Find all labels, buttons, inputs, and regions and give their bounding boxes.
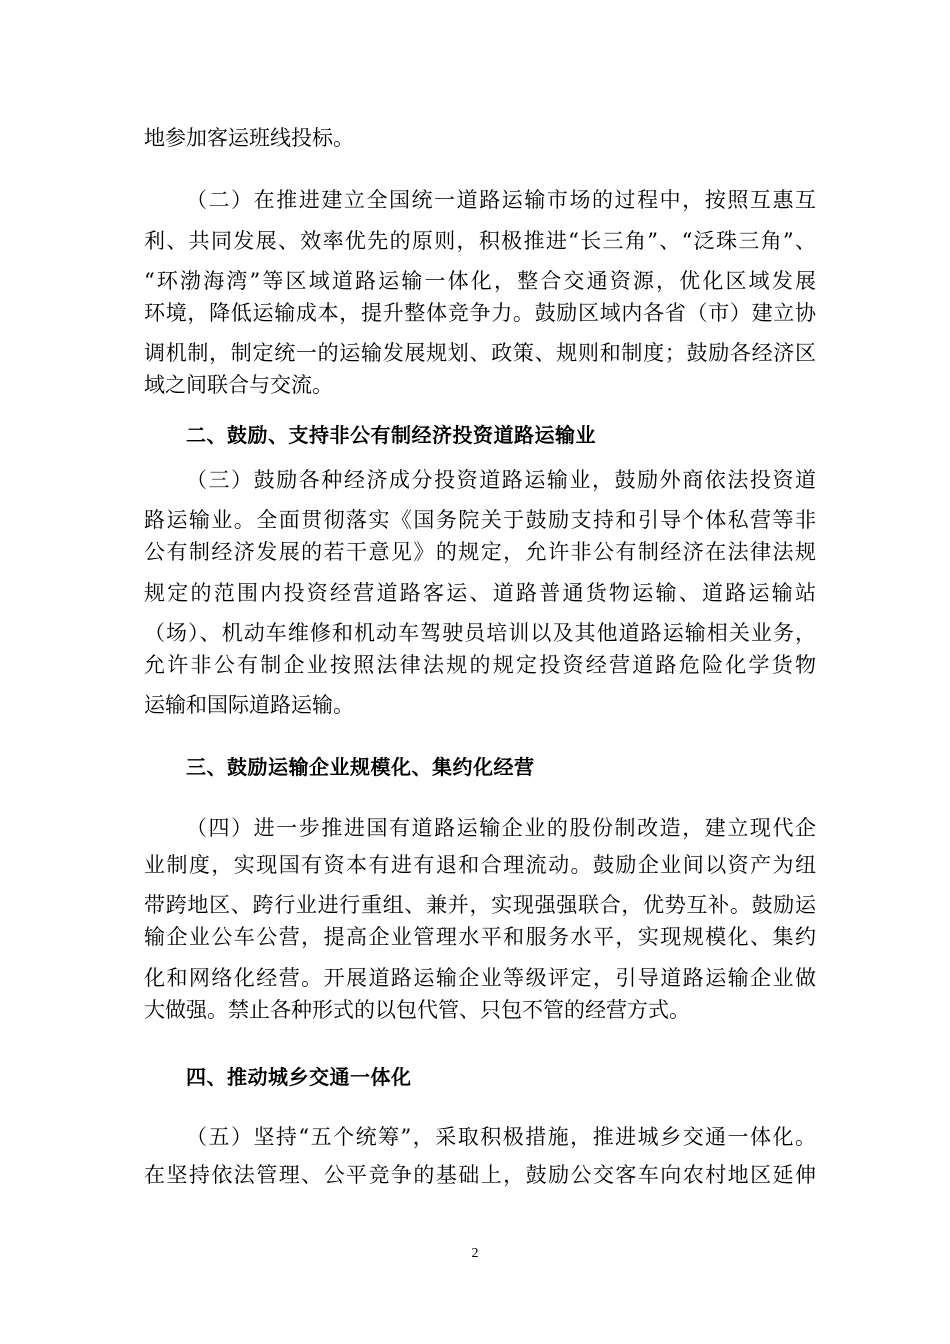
section-heading: 四、推动城乡交通一体化: [186, 1065, 412, 1089]
body-text-line: 在坚持依法管理、公平竞争的基础上，鼓励公交客车向农村地区延伸: [144, 1163, 816, 1187]
body-text-line: 公有制经济发展的若干意见》的规定，允许非公有制经济在法律法规: [144, 540, 816, 564]
body-text-line: （二）在推进建立全国统一道路运输市场的过程中，按照互惠互: [186, 188, 816, 212]
body-text-line: 业制度，实现国有资本有进有退和合理流动。鼓励企业间以资产为纽: [144, 853, 816, 877]
body-text-line: 规定的范围内投资经营道路客运、道路普通货物运输、道路运输站: [144, 581, 816, 605]
body-text-line: 环境，降低运输成本，提升整体竞争力。鼓励区域内各省（市）建立协: [144, 301, 816, 325]
page-number: 2: [471, 1246, 479, 1261]
section-heading: 三、鼓励运输企业规模化、集约化经营: [186, 755, 535, 779]
body-text-line: 地参加客运班线投标。: [144, 126, 354, 150]
body-text-line: （场）、机动车维修和机动车驾驶员培训以及其他道路运输相关业务，: [144, 621, 816, 645]
body-text-line: （四）进一步推进国有道路运输企业的股份制改造，建立现代企: [186, 816, 816, 840]
body-text-line: “环渤海湾”等区域道路运输一体化，整合交通资源，优化区域发展: [144, 269, 816, 293]
section-heading: 二、鼓励、支持非公有制经济投资道路运输业: [186, 423, 596, 447]
body-text-line: 路运输业。全面贯彻落实《国务院关于鼓励支持和引导个体私营等非: [144, 508, 816, 532]
body-text-line: 利、共同发展、效率优先的原则，积极推进“长三角”、“泛珠三角”、: [144, 229, 816, 253]
body-text-line: 输企业公车公营，提高企业管理水平和服务水平，实现规模化、集约: [144, 925, 816, 949]
body-text-line: 域之间联合与交流。: [144, 373, 333, 397]
body-text-line: （三）鼓励各种经济成分投资道路运输业，鼓励外商依法投资道: [186, 468, 816, 492]
body-text-line: 允许非公有制企业按照法律法规的规定投资经营道路危险化学货物: [144, 653, 816, 677]
body-text-line: 调机制，制定统一的运输发展规划、政策、规则和制度；鼓励各经济区: [144, 341, 816, 365]
body-text-line: 大做强。禁止各种形式的以包代管、只包不管的经营方式。: [144, 998, 690, 1022]
body-text-line: 运输和国际道路运输。: [144, 693, 354, 717]
body-text-line: （五）坚持“五个统筹”，采取积极措施，推进城乡交通一体化。: [186, 1125, 816, 1149]
body-text-line: 带跨地区、跨行业进行重组、兼并，实现强强联合，优势互补。鼓励运: [144, 893, 816, 917]
body-text-line: 化和网络化经营。开展道路运输企业等级评定，引导道路运输企业做: [144, 966, 816, 990]
